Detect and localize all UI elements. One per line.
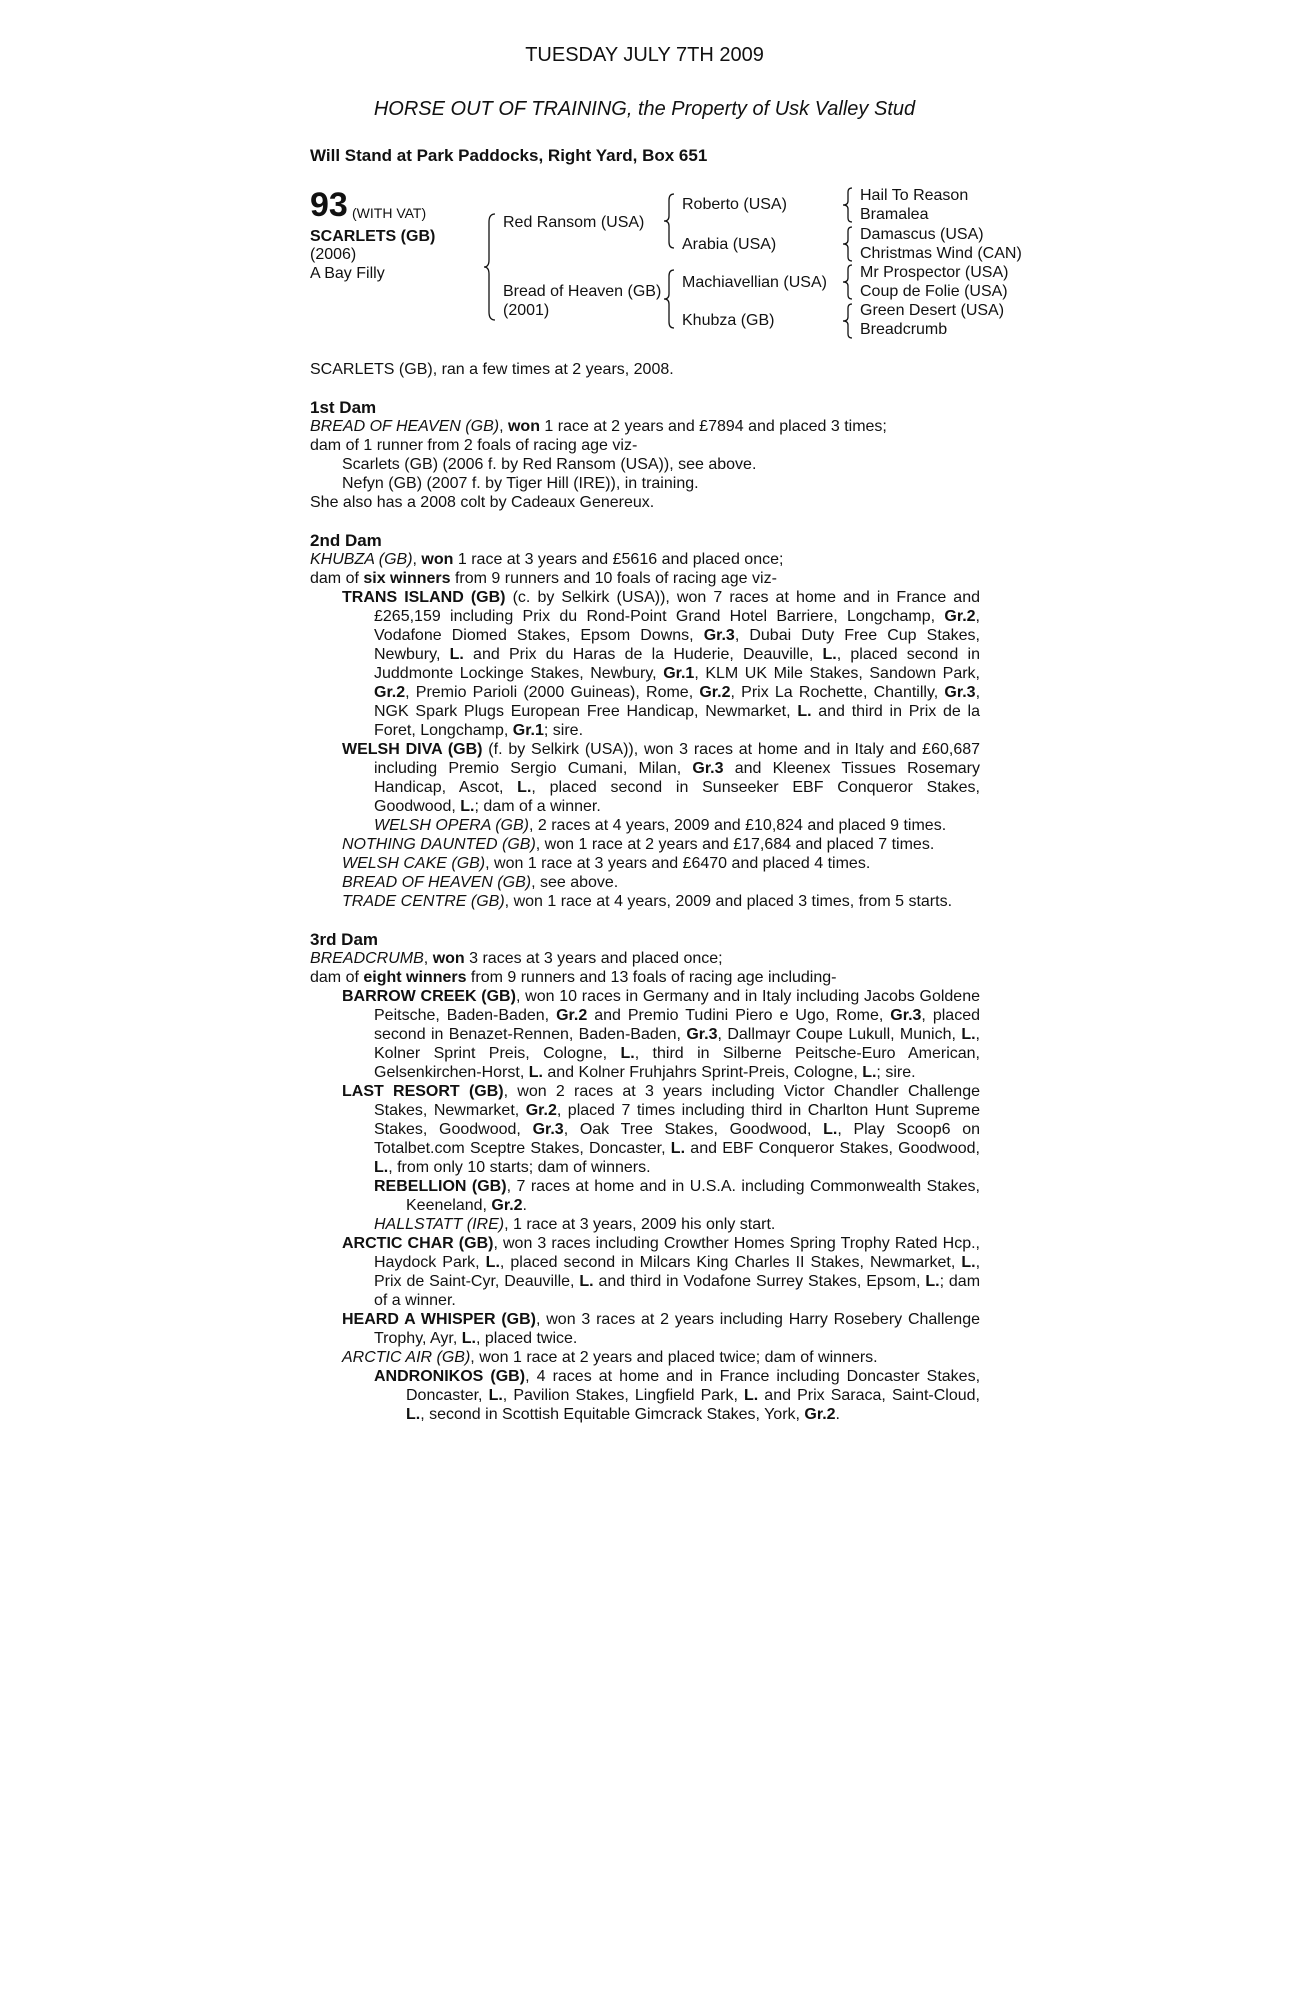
record-text: , 4 races at home and in France including Doncaster Stakes, Doncaster, <box>406 1368 981 1404</box>
listed-label: L. <box>925 1273 940 1290</box>
third-dam-produce <box>310 968 980 987</box>
ped-dsd: Coup de Folie (USA) <box>860 283 1008 300</box>
record-text: , Premio Parioli (2000 Guineas), Rome, <box>405 684 700 701</box>
record-text: , Play Scoop6 on Totalbet.com Sceptre Stakes, Doncaster, <box>374 1121 980 1157</box>
record-text: 1 race at 3 years and £5616 and placed once; <box>453 551 784 568</box>
listed-label: L. <box>406 1406 421 1423</box>
record-text: , Prix La Rochette, Chantilly, <box>730 684 945 701</box>
first-dam-record: BREAD OF HEAVEN (GB), won 1 race at 2 years and £7894 and placed 3 times; <box>310 418 887 435</box>
second-dam-section <box>310 531 980 911</box>
listed-label: L. <box>517 779 532 796</box>
winners-count: six winners <box>363 570 451 587</box>
record-text: (c. by Selkirk (USA)), won 7 races at home and in France and £265,159 including Prix du Rond-Point Grand Hotel Barriere, Longchamp, <box>374 589 980 625</box>
listed-label: L. <box>961 1254 976 1271</box>
pedigree-brace-ds <box>842 263 854 301</box>
lot-vat: (WITH VAT) <box>352 205 427 221</box>
record-text: , Pavilion Stakes, Lingfield Park, <box>502 1387 744 1404</box>
horse-name: TRANS ISLAND (GB) <box>342 589 506 606</box>
record-text: and Kolner Fruhjahrs Sprint-Preis, Cologne, <box>542 1064 863 1081</box>
grade-label: Gr.3 <box>686 1026 718 1043</box>
second-dam-produce <box>310 569 980 588</box>
produce-item: Scarlets (GB) (2006 f. by Red Ransom (USA)), see above. <box>342 456 757 473</box>
record-text: , Kolner Sprint Preis, Cologne, <box>374 1026 980 1062</box>
produce-item <box>310 1348 980 1367</box>
record-text: and third in Vodafone Surrey Stakes, Epsom, <box>593 1273 926 1290</box>
dam-name: KHUBZA (GB) <box>310 551 413 568</box>
pedigree-brace-dam <box>663 268 677 330</box>
record-text: . <box>522 1197 527 1214</box>
record-text: ; dam of a winner. <box>374 1273 981 1309</box>
won-label: won <box>421 551 454 568</box>
second-dam-heading: 2nd Dam <box>310 531 382 550</box>
listed-label: L. <box>460 798 475 815</box>
record-text: , won 2 races at 3 years including Victor Chandler Challenge Stakes, Newmarket, <box>374 1083 980 1119</box>
third-dam-heading: 3rd Dam <box>310 930 379 949</box>
horse-name: BARROW CREEK (GB) <box>342 988 516 1005</box>
listed-label: L. <box>862 1064 877 1081</box>
record-text: , placed second in Benazet-Rennen, Baden-Baden, <box>374 1007 980 1043</box>
ped-sire-sire: Roberto (USA) <box>682 196 787 213</box>
produce-item <box>310 1177 980 1215</box>
listed-label: L. <box>485 1254 500 1271</box>
record-text: and EBF Conqueror Stakes, Goodwood, <box>685 1140 980 1157</box>
produce-text: dam of <box>310 570 364 587</box>
horse-name: BREAD OF HEAVEN (GB) <box>342 874 532 891</box>
pedigree-brace-dd <box>842 302 854 340</box>
produce-item <box>310 1082 980 1177</box>
record-text: ; sire. <box>876 1064 916 1081</box>
record-text: , Prix de Saint-Cyr, Deauville, <box>374 1254 981 1290</box>
grade-label: Gr.2 <box>374 684 406 701</box>
grade-label: Gr.2 <box>525 1102 557 1119</box>
ped-dam-dam: Khubza (GB) <box>682 312 775 329</box>
record-text: , won 1 race at 2 years and £17,684 and placed 7 times. <box>535 836 935 853</box>
ped-ssd: Bramalea <box>860 206 929 223</box>
ped-dds: Green Desert (USA) <box>860 302 1005 319</box>
horse-name: TRADE CENTRE (GB) <box>342 893 505 910</box>
horse-name: HEARD A WHISPER (GB) <box>342 1311 536 1328</box>
produce-item <box>310 835 980 854</box>
record-text: 1 race at 2 years and £7894 and placed 3 times; <box>539 418 887 435</box>
produce-item <box>310 816 980 835</box>
produce-text: dam of <box>310 969 364 986</box>
produce-item <box>310 873 980 892</box>
lot-year: (2006) <box>310 246 357 263</box>
listed-label: L. <box>374 1159 389 1176</box>
record-text: , Dallmayr Coupe Lukull, Munich, <box>717 1026 962 1043</box>
pedigree-brace-sd <box>842 225 854 263</box>
record-text: , 1 race at 3 years, 2009 his only start. <box>504 1216 776 1233</box>
first-dam-section <box>310 398 980 512</box>
grade-label: Gr.2 <box>804 1406 836 1423</box>
listed-label: L. <box>744 1387 759 1404</box>
record-text: ; sire. <box>543 722 584 739</box>
produce-item <box>310 854 980 873</box>
grade-label: Gr.3 <box>703 627 735 644</box>
listed-label: L. <box>961 1026 976 1043</box>
ped-sire-dam: Arabia (USA) <box>682 236 777 253</box>
dam-name: BREADCRUMB <box>310 950 424 967</box>
record-text: , won 3 races at 2 years including Harry Rosebery Challenge Trophy, Ayr, <box>374 1311 981 1347</box>
pedigree-brace-ss <box>842 186 854 224</box>
produce-item <box>310 892 980 911</box>
listed-label: L. <box>579 1273 594 1290</box>
lot-number: 93 <box>310 186 348 224</box>
produce-item <box>310 1234 980 1310</box>
ped-dam-year: (2001) <box>503 302 550 319</box>
record-text: ; dam of a winner. <box>474 798 601 815</box>
ped-sds: Damascus (USA) <box>860 226 984 243</box>
ped-sire: Red Ransom (USA) <box>503 214 645 231</box>
third-dam-record: BREADCRUMB, won 3 races at 3 years and placed once; <box>310 950 723 967</box>
record-text: , second in Scottish Equitable Gimcrack Stakes, York, <box>420 1406 805 1423</box>
record-text: , Dubai Duty Free Cup Stakes, Newbury, <box>374 627 981 663</box>
pedigree-brace-sire <box>663 192 677 250</box>
record-text: , won 1 race at 2 years and placed twice; dam of winners. <box>470 1349 878 1366</box>
record-text: , 2 races at 4 years, 2009 and £10,824 and placed 9 times. <box>528 817 947 834</box>
produce-item <box>310 1215 980 1234</box>
record-text: , KLM UK Mile Stakes, Sandown Park, <box>694 665 980 682</box>
listed-label: L. <box>449 646 464 663</box>
stand-location: Will Stand at Park Paddocks, Right Yard, Box 651 <box>310 146 708 165</box>
produce-text: from 9 runners and 10 foals of racing age viz- <box>450 570 777 587</box>
record-text: 3 races at 3 years and placed once; <box>464 950 723 967</box>
record-text: , Oak Tree Stakes, Goodwood, <box>563 1121 824 1138</box>
record-text: and Prix du Haras de la Huderie, Deauville, <box>463 646 823 663</box>
record-text: , 7 races at home and in U.S.A. including Commonwealth Stakes, Keeneland, <box>406 1178 981 1214</box>
produce-item: Nefyn (GB) (2007 f. by Tiger Hill (IRE)), in training. <box>342 475 699 492</box>
winners-count: eight winners <box>363 969 467 986</box>
produce-item <box>310 987 980 1082</box>
grade-label: Gr.3 <box>532 1121 564 1138</box>
horse-name: LAST RESORT (GB) <box>342 1083 504 1100</box>
ped-sdd: Christmas Wind (CAN) <box>860 245 1022 262</box>
listed-label: L. <box>528 1064 543 1081</box>
horse-name: ARCTIC CHAR (GB) <box>342 1235 494 1252</box>
dam-name: BREAD OF HEAVEN (GB) <box>310 418 500 435</box>
horse-name: REBELLION (GB) <box>374 1178 507 1195</box>
won-label: won <box>432 950 465 967</box>
horse-name: ARCTIC AIR (GB) <box>342 1349 471 1366</box>
record-text: , from only 10 starts; dam of winners. <box>388 1159 651 1176</box>
record-text: (f. by Selkirk (USA)), won 3 races at home and in Italy and £60,687 including Premio Sergio Cumani, Milan, <box>374 741 981 777</box>
listed-label: L. <box>822 646 837 663</box>
produce-item <box>310 1367 980 1424</box>
horse-name: HALLSTATT (IRE) <box>374 1216 505 1233</box>
record-text: . <box>835 1406 840 1423</box>
listed-label: L. <box>620 1045 635 1062</box>
grade-label: Gr.3 <box>944 684 976 701</box>
first-dam-note: She also has a 2008 colt by Cadeaux Genereux. <box>310 494 655 511</box>
ped-ddd: Breadcrumb <box>860 321 948 338</box>
record-text: , NGK Spark Plugs European Free Handicap, Newmarket, <box>374 684 981 720</box>
record-text: , Vodafone Diomed Stakes, Epsom Downs, <box>374 608 980 644</box>
record-text: , won 1 race at 4 years, 2009 and placed 3 times, from 5 starts. <box>504 893 953 910</box>
won-label: won <box>507 418 540 435</box>
listed-label: L. <box>823 1121 838 1138</box>
produce-item <box>310 1310 980 1348</box>
record-text: , placed second in Juddmonte Lockinge Stakes, Newbury, <box>374 646 980 682</box>
record-text: and third in Prix de la Foret, Longchamp, <box>374 703 981 739</box>
horse-name: WELSH DIVA (GB) <box>342 741 483 758</box>
sale-date: TUESDAY JULY 7TH 2009 <box>525 44 764 66</box>
third-dam-section <box>310 930 980 1424</box>
ped-dss: Mr Prospector (USA) <box>860 264 1009 281</box>
listed-label: L. <box>488 1387 503 1404</box>
listed-label: L. <box>670 1140 686 1157</box>
first-dam-heading: 1st Dam <box>310 398 377 417</box>
race-summary: SCARLETS (GB), ran a few times at 2 years, 2008. <box>310 361 674 378</box>
produce-item <box>310 740 980 816</box>
record-text: , placed second in Milcars King Charles II Stakes, Newmarket, <box>499 1254 962 1271</box>
record-text: , see above. <box>531 874 619 891</box>
horse-name: WELSH CAKE (GB) <box>342 855 486 872</box>
record-text: , won 3 races including Crowther Homes Spring Trophy Rated Hcp., Haydock Park, <box>374 1235 981 1271</box>
record-text: and Premio Tudini Piero e Ugo, Rome, <box>587 1007 891 1024</box>
ped-dam-sire: Machiavellian (USA) <box>682 274 827 291</box>
record-text: , won 10 races in Germany and in Italy including Jacobs Goldene Peitsche, Baden-Baden, <box>374 988 980 1024</box>
grade-label: Gr.1 <box>663 665 695 682</box>
lot-horse-name: SCARLETS (GB) <box>310 228 436 245</box>
grade-label: Gr.1 <box>512 722 544 739</box>
second-dam-record: KHUBZA (GB), won 1 race at 3 years and £5616 and placed once; <box>310 551 784 568</box>
grade-label: Gr.2 <box>699 684 731 701</box>
horse-name: WELSH OPERA (GB) <box>374 817 529 834</box>
horse-name: NOTHING DAUNTED (GB) <box>342 836 536 853</box>
record-text: , placed second in Sunseeker EBF Conqueror Stakes, Goodwood, <box>374 779 981 815</box>
record-text: and Prix Saraca, Saint-Cloud, <box>758 1387 980 1404</box>
record-text: , placed twice. <box>475 1330 578 1347</box>
grade-label: Gr.3 <box>890 1007 922 1024</box>
listed-label: L. <box>461 1330 476 1347</box>
listed-label: L. <box>797 703 812 720</box>
grade-label: Gr.3 <box>692 760 724 777</box>
record-text: and Kleenex Tissues Rosemary Handicap, Ascot, <box>374 760 980 796</box>
record-text: , placed 7 times including third in Charlton Hunt Supreme Stakes, Goodwood, <box>374 1102 981 1138</box>
grade-label: Gr.2 <box>491 1197 523 1214</box>
first-dam-produce: dam of 1 runner from 2 foals of racing age viz- <box>310 437 638 454</box>
ped-sss: Hail To Reason <box>860 187 969 204</box>
record-text: , third in Silberne Peitsche-Euro American, Gelsenkirchen-Horst, <box>374 1045 980 1081</box>
sale-subtitle: HORSE OUT OF TRAINING, the Property of Usk Valley Stud <box>373 98 916 120</box>
pedigree-brace-main <box>483 212 499 322</box>
ped-dam: Bread of Heaven (GB) <box>503 283 662 300</box>
grade-label: Gr.2 <box>556 1007 588 1024</box>
horse-name: ANDRONIKOS (GB) <box>374 1368 526 1385</box>
lot-description: A Bay Filly <box>310 265 385 282</box>
grade-label: Gr.2 <box>944 608 976 625</box>
record-text: , won 1 race at 3 years and £6470 and placed 4 times. <box>485 855 871 872</box>
produce-text: from 9 runners and 13 foals of racing age including- <box>466 969 837 986</box>
produce-item <box>310 588 980 740</box>
